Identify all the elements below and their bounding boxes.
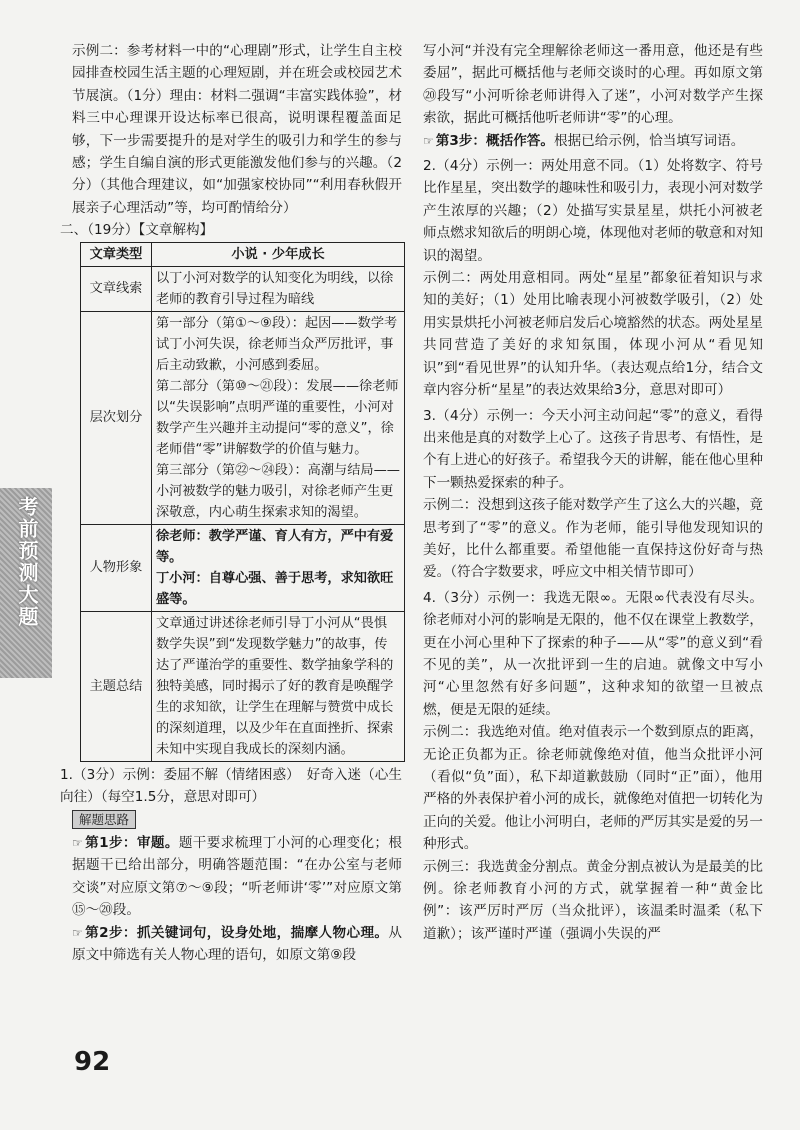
question-one-answer: 1.（3分）示例：委屈不解（情绪困惑） 好奇入迷（心生向往）（每空1.5分，意思对即可） <box>60 766 402 806</box>
side-tab-label: 考前预测大题 <box>15 496 39 628</box>
row-text-structure <box>152 311 405 524</box>
step-one <box>72 832 402 922</box>
structure-part-one: 第一部分（第①～⑨段）：起因——数学考试丁小河失误，徐老师当众严厉批评，事后主动致歉，小河感到委屈。 <box>156 315 398 373</box>
step-two-title: 第2步：抓关键词句，设身处地，揣摩人物心理。 <box>84 924 389 941</box>
structure-part-two: 第二部分（第⑩～㉑段）：发展——徐老师以“失误影响”点明严谨的重要性，小河对数学产生兴趣并主动提问“零的意义”，徐老师借“零”讲解数学的价值与魅力。 <box>156 378 399 457</box>
question-four-answer: 4.（3分）示例一：我选无限∞。无限∞代表没有尽头。徐老师对小河的影响是无限的，他不仅在课堂上教数学，更在小河心里种下了探索的种子——从“零”的意义到“看不见的美”，从一次批评到一生的启迪。就像文中写小河“心里忽然有好多问题”，这种求知的欲望一旦被点燃，便是无限的延续。 <box>423 589 763 718</box>
right-column <box>423 40 763 945</box>
structure-part-three: 第三部分（第㉒～㉔段）：高潮与结局——小河被数学的魅力吸引，对徐老师产生更深敬意，内心萌生探索求知的渴望。 <box>156 462 400 520</box>
question-four-example-two: 示例二：我选绝对值。绝对值表示一个数到原点的距离，无论正负都为正。徐老师就像绝对值，他当众批评小河（看似“负”面），私下却道歉鼓励（同时“正”面），他用严格的外表保护着小河的成长，就像绝对值把一切转化为正向的关爱。他让小河明白，老师的严厉其实是爱的另一种形式。 <box>423 724 763 853</box>
row-text-characters <box>152 524 405 611</box>
page-number: 92 <box>74 1047 111 1077</box>
character-student: 丁小河：自尊心强、善于思考，求知欲旺盛等。 <box>156 570 394 607</box>
row-label-structure: 层次划分 <box>81 311 152 524</box>
row-label-theme: 主题总结 <box>81 611 152 761</box>
row-label-characters: 人物形象 <box>81 524 152 611</box>
hand-pointer-icon: ☞ <box>423 133 434 148</box>
row-text-theme: 文章通过讲述徐老师引导丁小河从“畏惧数学失误”到“发现数学魅力”的故事，传达了严谨治学的重要性、数学抽象学科的独特美感，同时揭示了好的教育是唤醒学生的求知欲，让学生在理解与赞赏中成长的深刻道理，以及少年在直面挫折、探索未知中实现自我成长的深刻内涵。 <box>152 611 405 761</box>
step-three-title: 第3步：概括作答。 <box>435 132 554 149</box>
hand-pointer-icon: ☞ <box>72 925 83 940</box>
section-two-heading: 二、（19分）【文章解构】 <box>60 222 214 239</box>
table-header-type: 文章类型 <box>81 242 152 266</box>
step-two <box>72 922 402 967</box>
step-three <box>423 130 763 152</box>
step-two-text: 从原文中筛选有关人物心理的语句，如原文第⑨段 <box>72 924 402 963</box>
table-header-value: 小说 · 少年成长 <box>152 242 405 266</box>
step-one-text: 题干要求梳理丁小河的心理变化；根据题干已给出部分，明确答题范围：“在办公室与老师交谈”对应原文第⑦～⑨段；“听老师讲‘零’”对应原文第⑮～⑳段。 <box>72 834 403 919</box>
step-one-title: 第1步：审题。 <box>84 834 179 851</box>
question-three-answer: 3.（4分）示例一：今天小河主动问起“零”的意义，看得出来他是真的对数学上心了。这孩子肯思考、有悟性，是个有上进心的好孩子。希望我今天的讲解，能在他心里种下一颗热爱探索的种子。 <box>423 407 763 491</box>
hand-pointer-icon: ☞ <box>72 835 83 850</box>
question-two-example-two: 示例二：两处用意相同。两处“星星”都象征着知识与求知的美好；（1）处用比喻表现小河被数学吸引，（2）处用实景烘托小河被老师启发后心境豁然的状态。两处星星共同营造了美好的求知氛围，体现小河从“看见知识”到“看见世界”的认知升华。（表达观点给1分，结合文章内容分析“星星”的表达效果给3分，意思对即可） <box>423 270 763 399</box>
article-structure-table <box>80 242 405 762</box>
character-teacher: 徐老师：教学严谨、育人有方，严中有爱等。 <box>156 528 394 565</box>
solution-badge: 解题思路 <box>72 810 136 829</box>
question-four-example-three: 示例三：我选黄金分割点。黄金分割点被认为是最美的比例。徐老师教育小河的方式，就掌握着一种“黄金比例”：该严厉时严厉（当众批评），该温柔时温柔（私下道歉）；该严谨时严谨（强调小失误的严 <box>423 858 763 942</box>
step-three-text: 根据已给示例，恰当填写词语。 <box>553 132 745 149</box>
row-text-clue: 以丁小河对数学的认知变化为明线，以徐老师的教育引导过程为暗线 <box>152 266 405 311</box>
row-label-clue: 文章线索 <box>81 266 152 311</box>
answer-example-two: 示例二：参考材料一中的“心理剧”形式，让学生自主校园排查校园生活主题的心理短剧，并在班会或校园艺术节展演。（1分）理由：材料二强调“丰富实践体验”，材料三中心理课开设达标率已很高，说明课程覆盖面足够，下一步需要提升的是对学生的吸引力和学生的参与感；学生自编自演的形式更能激发他们参与的兴趣。（2分）（其他合理建议，如“加强家校协同”“利用春秋假开展亲子心理活动”等，均可酌情给分） <box>72 43 402 216</box>
step-two-continued: 写小河“并没有完全理解徐老师这一番用意，他还是有些委屈”，据此可概括他与老师交谈时的心理。再如原文第⑳段写“小河听徐老师讲得入了迷”，小河对数学产生探索欲，据此可概括他听老师讲“零”的心理。 <box>423 43 763 127</box>
question-two-answer: 2.（4分）示例一：两处用意不同。（1）处将数字、符号比作星星，突出数学的趣味性和吸引力，表现小河对数学产生浓厚的兴趣；（2）处描写实景星星，烘托小河被老师点燃求知欲后的明朗心境，体现他对老师的敬意和对知识的渴望。 <box>423 158 763 264</box>
question-three-example-two: 示例二：没想到这孩子能对数学产生了这么大的兴趣，竟思考到了“零”的意义。作为老师，能引导他发现知识的美好，比什么都重要。希望他能一直保持这份好奇与热爱。（符合字数要求，呼应文中相关情节即可） <box>423 497 763 581</box>
left-column <box>60 40 403 966</box>
